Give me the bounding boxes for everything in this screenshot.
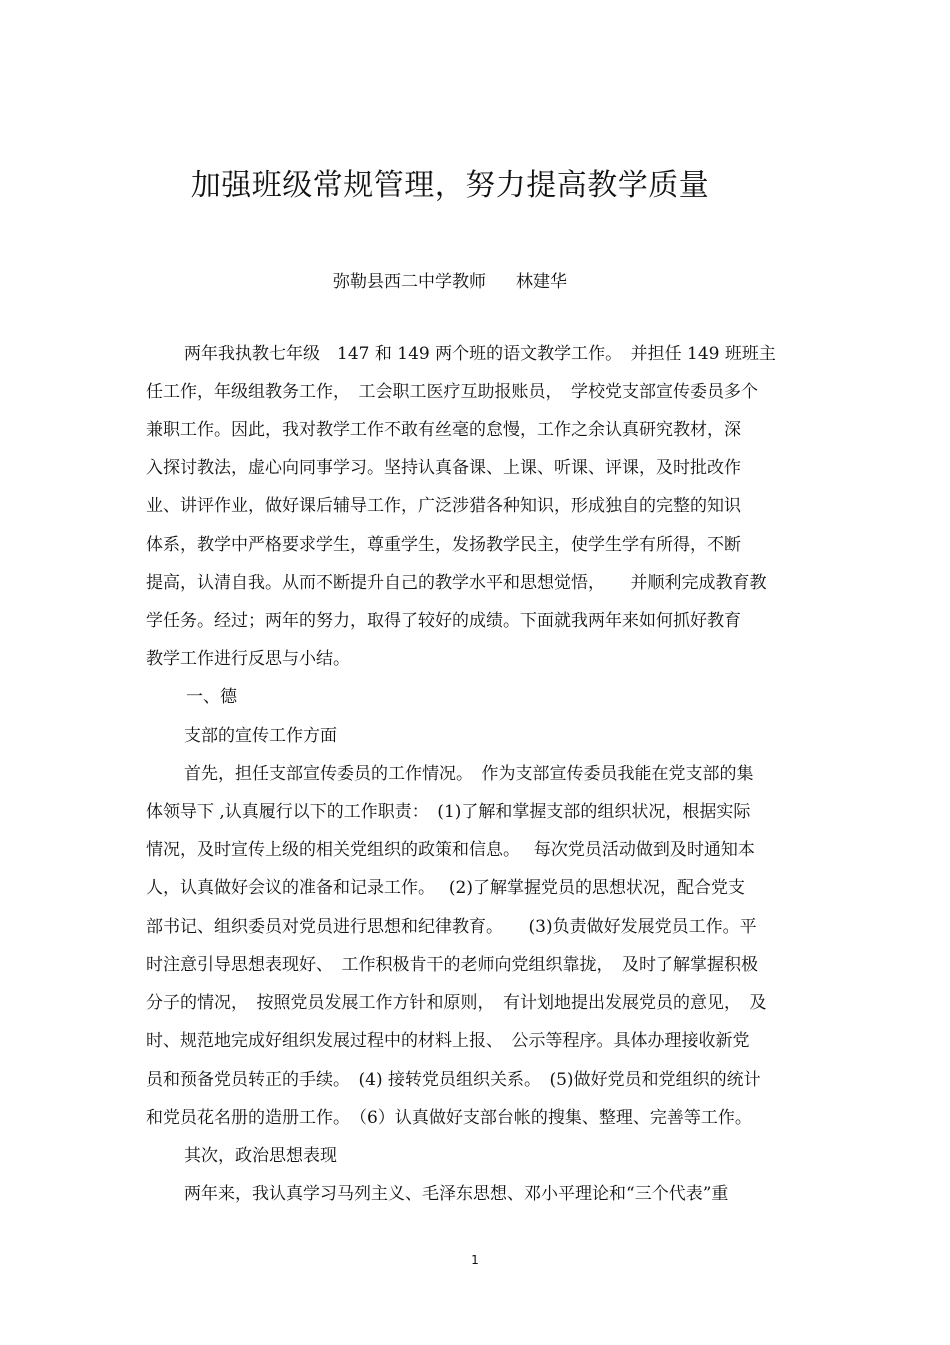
body-line: 教学工作进行反思与小结。 (146, 649, 350, 669)
author-name: 林建华 (516, 272, 567, 292)
body-line: 首先，担任支部宣传委员的工作情况。 作为支部宣传委员我能在党支部的集 (184, 764, 754, 784)
body-line: 人，认真做好会议的准备和记录工作。 (2)了解掌握党员的思想状况，配合党支 (146, 878, 745, 898)
document-title: 加强班级常规管理，努力提高教学质量 (190, 168, 710, 203)
body-line: 两年我执教七年级 147 和 149 两个班的语文教学工作。 并担任 149 班班主 (184, 344, 776, 364)
body-line: 情况，及时宣传上级的相关党组织的政策和信息。 每次党员活动做到及时通知本 (146, 840, 755, 860)
body-line: 员和预备党员转正的手续。 (4) 接转党员组织关系。 (5)做好党员和党组织的统计 (146, 1070, 761, 1090)
body-line: 部书记、组织委员对党员进行思想和纪律教育。 (3)负责做好发展党员工作。平 (146, 917, 757, 937)
body-line: 时注意引导思想表现好、 工作积极肯干的老师向党组织靠拢， 及时了解掌握积极 (146, 955, 758, 975)
section-heading: 一、德 (186, 687, 237, 707)
body-line: 体领导下 ,认真履行以下的工作职责： (1)了解和掌握支部的组织状况，根据实际 (146, 802, 751, 822)
subsection-heading: 支部的宣传工作方面 (184, 726, 337, 746)
body-line: 和党员花名册的造册工作。 （6）认真做好支部台帐的搜集、整理、完善等工作。 (146, 1108, 752, 1128)
author-school: 弥勒县西二中学教师 (333, 272, 486, 292)
body-line: 时、规范地完成好组织发展过程中的材料上报、 公示等程序。具体办理接收新党 (146, 1031, 750, 1051)
author-line (0, 267, 900, 292)
body-line: 业、讲评作业，做好课后辅导工作，广泛涉猎各种知识，形成独自的完整的知识 (146, 496, 741, 516)
body-line: 任工作，年级组教务工作， 工会职工医疗互助报账员， 学校党支部宣传委员多个 (146, 382, 758, 402)
body-line: 提高，认清自我。从而不断提升自己的教学水平和思想觉悟， 并顺利完成教育教 (146, 573, 767, 593)
body-line: 分子的情况， 按照党员发展工作方针和原则， 有计划地提出发展党员的意见， 及 (146, 993, 767, 1013)
subsection-heading: 其次，政治思想表现 (184, 1146, 337, 1166)
body-line: 兼职工作。因此，我对教学工作不敢有丝毫的怠慢，工作之余认真研究教材，深 (146, 420, 741, 440)
body-line: 入探讨教法，虚心向同事学习。坚持认真备课、上课、听课、评课，及时批改作 (146, 458, 741, 478)
body-line: 体系，教学中严格要求学生，尊重学生，发扬教学民主，使学生学有所得，不断 (146, 535, 741, 555)
page-number: 1 (471, 1253, 479, 1267)
body-line: 学任务。经过；两年的努力，取得了较好的成绩。下面就我两年来如何抓好教育 (146, 611, 741, 631)
body-line: 两年来，我认真学习马列主义、毛泽东思想、邓小平理论和“三个代表”重 (184, 1184, 729, 1204)
